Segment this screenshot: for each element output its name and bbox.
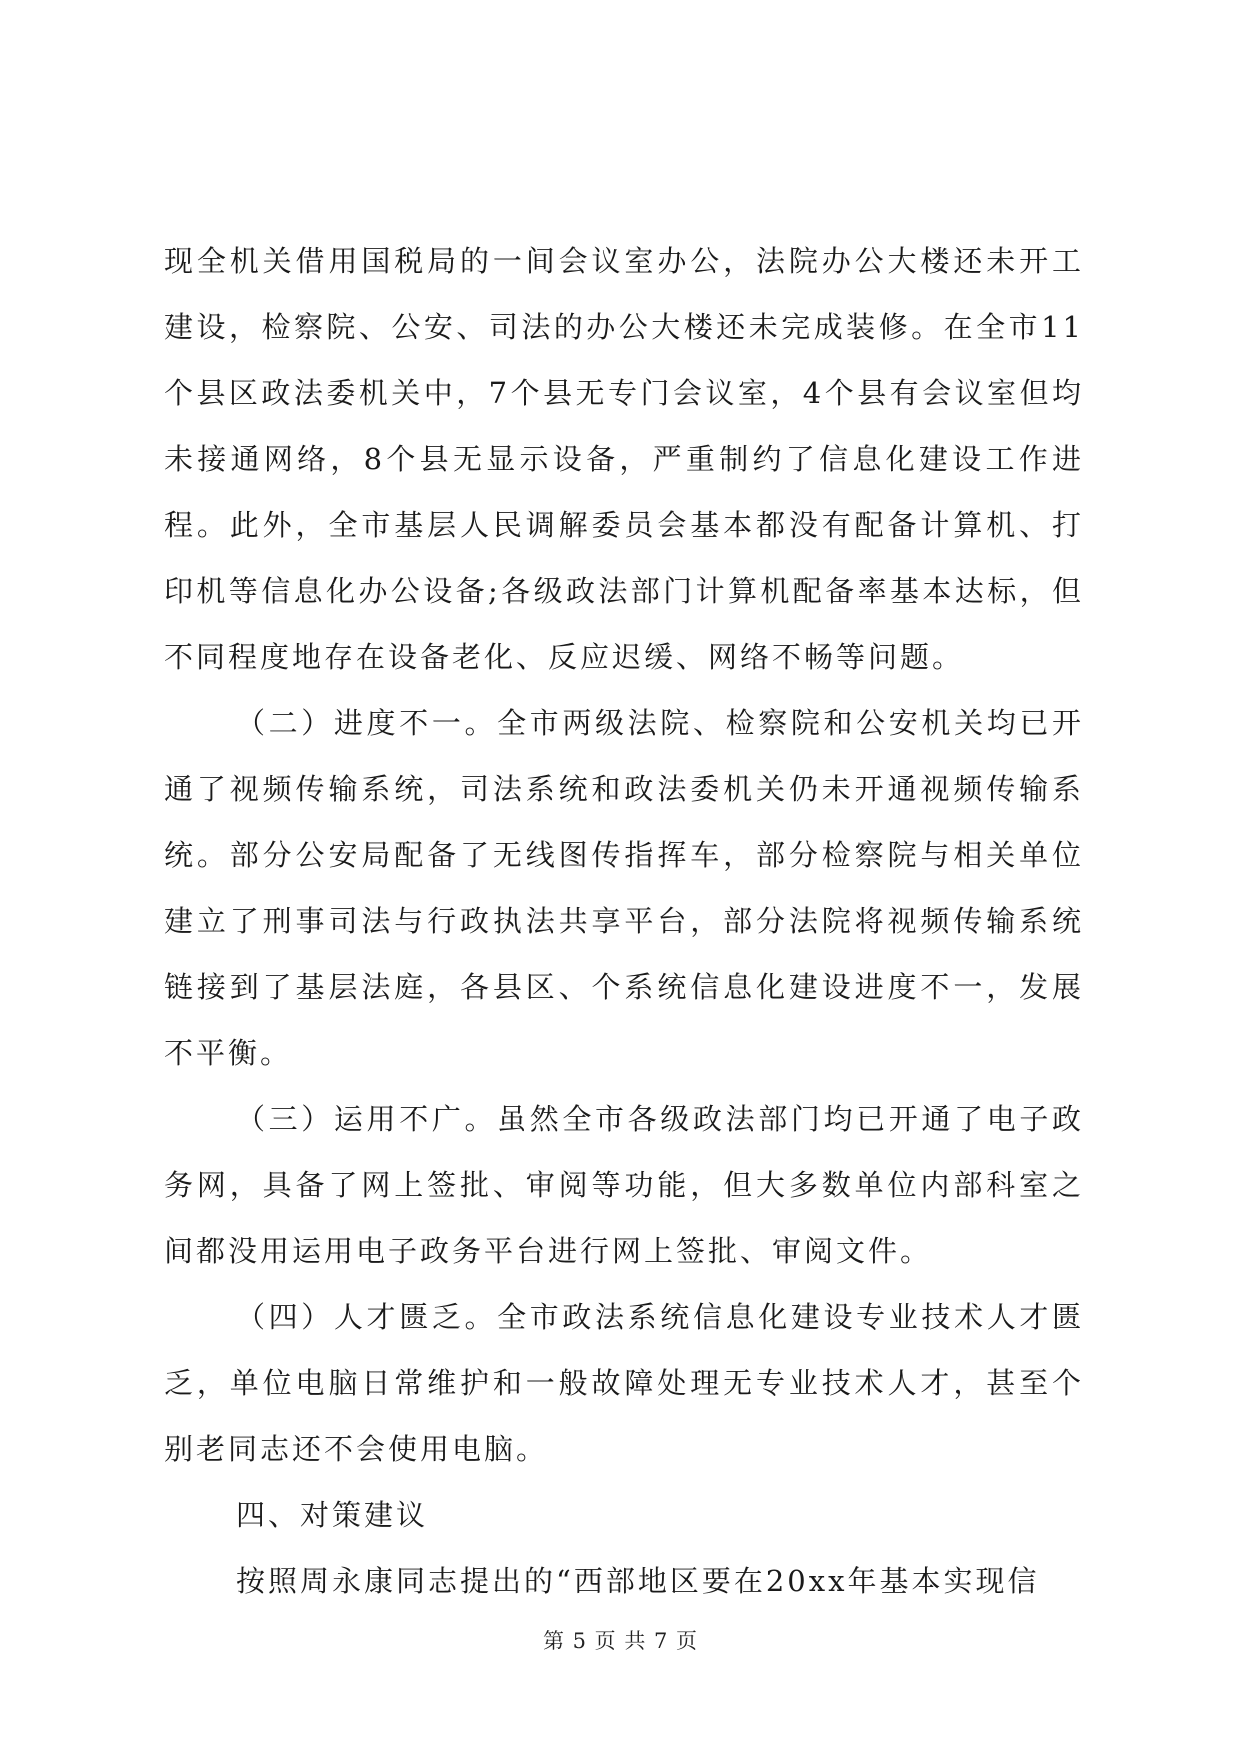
document-body	[164, 228, 1084, 1614]
page-footer: 第 5 页 共 7 页	[542, 1629, 699, 1653]
paragraph-suggestions-start: 按照周永康同志提出的“西部地区要在20xx年基本实现信	[236, 1564, 1040, 1598]
paragraph-continuation: 现全机关借用国税局的一间会议室办公，法院办公大楼还未开工建设，检察院、公安、司法的办公大楼还未完成装修。在全市11个县区政法委机关中，7个县无专门会议室，4个县有会议室但均未接通网络，8个县无显示设备，严重制约了信息化建设工作进程。此外，全市基层人民调解委员会基本都没有配备计算机、打印机等信息化办公设备;各级政法部门计算机配备率基本达标，但不同程度地存在设备老化、反应迟缓、网络不畅等问题。	[164, 244, 1084, 674]
paragraph-progress: （二）进度不一。全市两级法院、检察院和公安机关均已开通了视频传输系统，司法系统和政法委机关仍未开通视频传输系统。部分公安局配备了无线图传指挥车，部分检察院与相关单位建立了刑事司法与行政执法共享平台，部分法院将视频传输系统链接到了基层法庭，各县区、个系统信息化建设进度不一，发展不平衡。	[164, 706, 1084, 1070]
paragraph-usage: （三）运用不广。虽然全市各级政法部门均已开通了电子政务网，具备了网上签批、审阅等功能，但大多数单位内部科室之间都没用运用电子政务平台进行网上签批、审阅文件。	[164, 1102, 1084, 1268]
paragraph-talent: （四）人才匮乏。全市政法系统信息化建设专业技术人才匮乏，单位电脑日常维护和一般故障处理无专业技术人才，甚至个别老同志还不会使用电脑。	[164, 1300, 1084, 1466]
section-heading-suggestions: 四、对策建议	[236, 1498, 429, 1532]
